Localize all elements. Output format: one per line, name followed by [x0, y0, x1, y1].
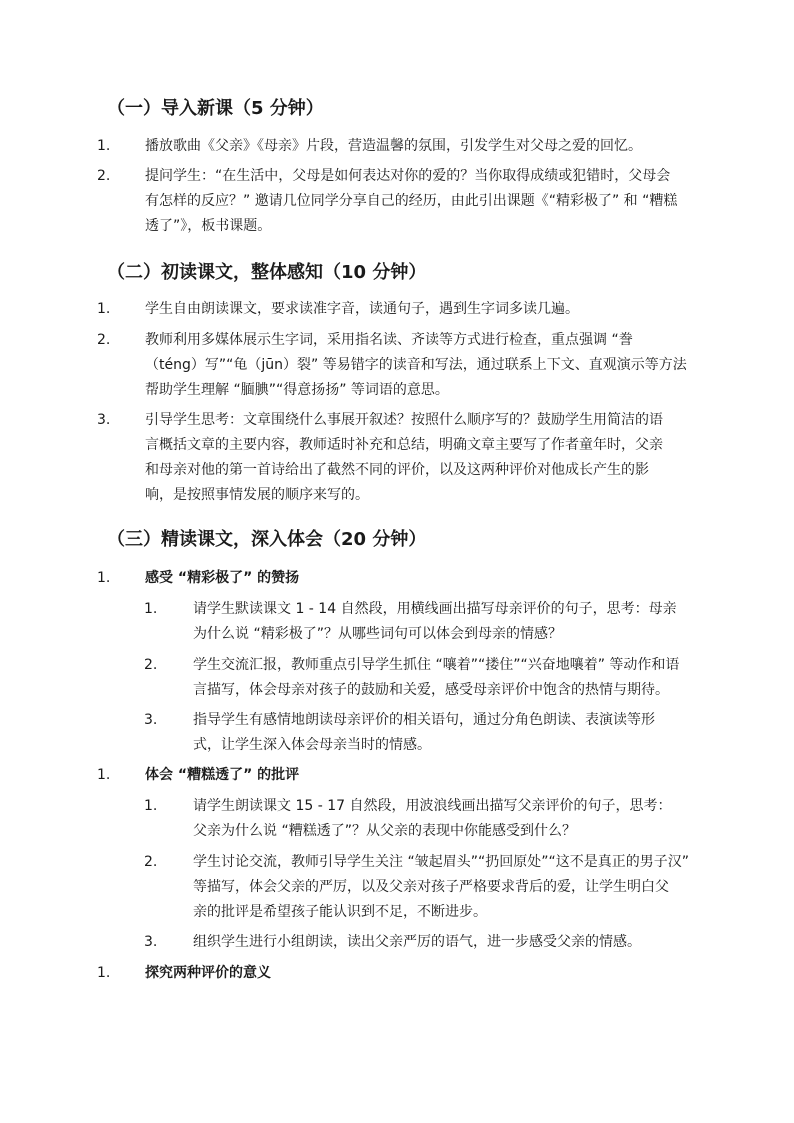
- list-number: 2.: [97, 332, 111, 348]
- list-text: 请学生朗读课文 15 - 17 自然段，用波浪线画出描写父亲评价的句子，思考： 父亲为什么说 “糟糕透了”？从父亲的表现中你能感受到什么？: [193, 798, 672, 839]
- list-number: 1.: [97, 570, 111, 586]
- section-heading-2: （二）初读课文，整体感知（10 分钟）: [107, 262, 427, 283]
- list-number: 3.: [144, 712, 158, 728]
- list-text: 教师利用多媒体展示生字词，采用指名读、齐读等方式进行检查，重点强调 “誊 （téng）写”“龟（jūn）裂” 等易错字的读音和写法，通过联系上下文、直观演示等方法 帮助学生理解 “腼腆”“得意扬扬” 等词语的意思。: [145, 332, 687, 398]
- subsection-title-text: 体会 “糟糕透了” 的批评: [145, 767, 300, 783]
- section-heading-3: （三）精读课文，深入体会（20 分钟）: [107, 529, 427, 550]
- list-number: 3.: [144, 934, 158, 950]
- list-number: 2.: [144, 657, 158, 673]
- list-number: 2.: [97, 168, 111, 184]
- section-heading-1: （一）导入新课（5 分钟）: [107, 98, 324, 119]
- list-number: 1.: [144, 798, 158, 814]
- list-text: 提问学生：“在生活中，父母是如何表达对你的爱的？当你取得成绩或犯错时，父母会 有怎样的反应？” 邀请几位同学分享自己的经历，由此引出课题《“精彩极了” 和 “糟糕 透了”》，板书课题。: [145, 168, 678, 234]
- list-number: 1.: [97, 138, 111, 154]
- list-number: 1.: [97, 965, 111, 981]
- list-text: 学生自由朗读课文，要求读准字音，读通句子，遇到生字词多读几遍。: [145, 301, 579, 317]
- list-text: 请学生默读课文 1 - 14 自然段，用横线画出描写母亲评价的句子，思考：母亲 为什么说 “精彩极了”？从哪些词句可以体会到母亲的情感？: [193, 601, 677, 642]
- list-text: 指导学生有感情地朗读母亲评价的相关语句，通过分角色朗读、表演读等形 式，让学生深入体会母亲当时的情感。: [193, 712, 655, 753]
- list-number: 1.: [97, 301, 111, 317]
- list-number: 1.: [144, 601, 158, 617]
- subsection-title-text: 探究两种评价的意义: [145, 965, 271, 981]
- list-number: 3.: [97, 412, 111, 428]
- list-text: 引导学生思考：文章围绕什么事展开叙述？按照什么顺序写的？鼓励学生用简洁的语 言概括文章的主要内容，教师适时补充和总结，明确文章主要写了作者童年时，父亲 和母亲对他的第一首诗给出了截然不同的评价，以及这两种评价对他成长产生的影 响，是按照事情发展的顺序来写的。: [145, 412, 663, 503]
- subsection-title-text: 感受 “精彩极了” 的赞扬: [145, 570, 300, 586]
- list-text: 学生讨论交流，教师引导学生关注 “皱起眉头”“扔回原处”“这不是真正的男子汉” 等描写，体会父亲的严厉，以及父亲对孩子严格要求背后的爱，让学生明白父 亲的批评是希望孩子能认识到不足，不断进步。: [193, 854, 689, 920]
- list-text: 组织学生进行小组朗读，读出父亲严厉的语气，进一步感受父亲的情感。: [193, 934, 641, 950]
- list-number: 2.: [144, 854, 158, 870]
- list-text: 播放歌曲《父亲》《母亲》片段，营造温馨的氛围，引发学生对父母之爱的回忆。: [145, 138, 642, 154]
- list-number: 1.: [97, 767, 111, 783]
- list-text: 学生交流汇报，教师重点引导学生抓住 “嚷着”“搂住”“兴奋地嚷着” 等动作和语 言描写，体会母亲对孩子的鼓励和关爱，感受母亲评价中饱含的热情与期待。: [193, 657, 680, 698]
